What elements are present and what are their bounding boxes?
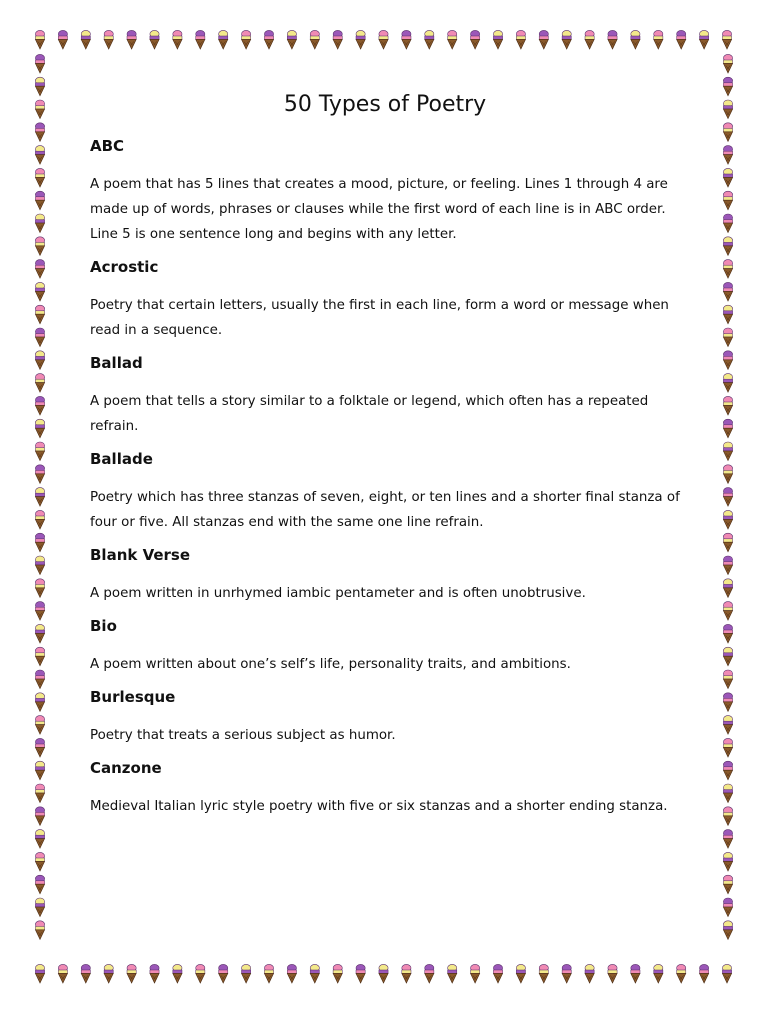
ice-cream-cone-icon [35, 54, 44, 73]
ice-cream-cone-icon [723, 579, 732, 598]
ice-cream-cone-icon [471, 30, 480, 49]
ice-cream-cone-icon [287, 30, 296, 49]
ice-cream-cone-icon [35, 556, 44, 575]
entry-definition: A poem that has 5 lines that creates a mood, picture, or feeling. Lines 1 through 4 are made up of words, phrases or clauses while the first word of each line is in ABC order. Line 5 is one sentence long and begins with any letter. [90, 177, 668, 242]
ice-cream-cone-icon [723, 761, 732, 780]
entry-bio [90, 617, 690, 677]
ice-cream-cone-icon [127, 964, 136, 983]
ice-cream-cone-icon [35, 898, 44, 917]
ice-cream-cone-icon [356, 30, 365, 49]
ice-cream-cone-icon [35, 807, 44, 826]
entry-term: Blank Verse [90, 546, 191, 564]
ice-cream-cone-icon [723, 647, 732, 666]
ice-cream-cone-icon [35, 30, 44, 49]
ice-cream-cone-icon [242, 30, 251, 49]
entry-burlesque [90, 688, 690, 748]
ice-cream-cone-icon [654, 30, 663, 49]
entry-term: Bio [90, 617, 117, 635]
ice-cream-cone-icon [723, 556, 732, 575]
entry-term: Ballad [90, 354, 143, 372]
ice-cream-cone-icon [677, 30, 686, 49]
ice-cream-cone-icon [104, 964, 113, 983]
ice-cream-cone-icon [723, 738, 732, 757]
ice-cream-cone-icon [402, 964, 411, 983]
ice-cream-cone-icon [35, 784, 44, 803]
ice-cream-cone-icon [35, 168, 44, 187]
ice-cream-cone-icon [81, 30, 90, 49]
ice-cream-cone-icon [654, 964, 663, 983]
ice-cream-cone-icon [723, 168, 732, 187]
ice-cream-cone-icon [562, 30, 571, 49]
ice-cream-cone-icon [35, 488, 44, 507]
ice-cream-cone-icon [35, 510, 44, 529]
ice-cream-cone-icon [35, 123, 44, 142]
ice-cream-cone-icon [196, 30, 205, 49]
ice-cream-cone-icon [562, 964, 571, 983]
entry-term: Burlesque [90, 688, 176, 706]
ice-cream-cone-icon [35, 579, 44, 598]
ice-cream-cone-icon [723, 624, 732, 643]
ice-cream-cone-icon [402, 30, 411, 49]
ice-cream-cone-icon [287, 964, 296, 983]
ice-cream-cone-icon [58, 30, 67, 49]
ice-cream-cone-icon [173, 964, 182, 983]
ice-cream-cone-icon [723, 305, 732, 324]
ice-cream-cone-icon [104, 30, 113, 49]
ice-cream-cone-icon [723, 807, 732, 826]
ice-cream-cone-icon [448, 30, 457, 49]
ice-cream-cone-icon [723, 396, 732, 415]
ice-cream-cone-icon [173, 30, 182, 49]
ice-cream-cone-icon [35, 465, 44, 484]
ice-cream-cone-icon [723, 77, 732, 96]
ice-cream-cone-icon [35, 191, 44, 210]
ice-cream-cone-icon [723, 237, 732, 256]
entry-definition: Poetry which has three stanzas of seven, eight, or ten lines and a shorter final stanza of four or five. All stanzas end with the same one line refrain. [90, 490, 680, 530]
entry-definition: A poem that tells a story similar to a folktale or legend, which often has a repeated refrain. [90, 394, 649, 434]
ice-cream-cone-icon [35, 146, 44, 165]
ice-cream-cone-icon [471, 964, 480, 983]
ice-cream-cone-icon [723, 282, 732, 301]
entry-definition: Medieval Italian lyric style poetry with five or six stanzas and a shorter ending stanza. [90, 799, 668, 814]
entry-definition: A poem written about one’s self’s life, personality traits, and ambitions. [90, 657, 571, 672]
ice-cream-cone-icon [356, 964, 365, 983]
ice-cream-cone-icon [35, 761, 44, 780]
ice-cream-cone-icon [723, 510, 732, 529]
ice-cream-cone-icon [35, 602, 44, 621]
ice-cream-cone-icon [723, 670, 732, 689]
ice-cream-cone-icon [723, 898, 732, 917]
entry-definition: Poetry that treats a serious subject as humor. [90, 728, 396, 743]
ice-cream-cone-icon [723, 260, 732, 279]
document-page [90, 92, 690, 830]
ice-cream-cone-icon [723, 875, 732, 894]
ice-cream-cone-icon [196, 964, 205, 983]
ice-cream-cone-icon [723, 830, 732, 849]
ice-cream-cone-icon [35, 830, 44, 849]
ice-cream-cone-icon [35, 624, 44, 643]
ice-cream-cone-icon [608, 964, 617, 983]
entry-term: Acrostic [90, 258, 159, 276]
ice-cream-cone-icon [723, 214, 732, 233]
ice-cream-cone-icon [219, 964, 228, 983]
ice-cream-cone-icon [723, 784, 732, 803]
ice-cream-cone-icon [608, 30, 617, 49]
entry-definition: Poetry that certain letters, usually the first in each line, form a word or message when read in a sequence. [90, 298, 669, 338]
ice-cream-cone-icon [723, 328, 732, 347]
ice-cream-cone-icon [722, 964, 731, 983]
ice-cream-cone-icon [722, 30, 731, 49]
ice-cream-cone-icon [81, 964, 90, 983]
ice-cream-cone-icon [333, 30, 342, 49]
ice-cream-cone-icon [516, 964, 525, 983]
ice-cream-cone-icon [35, 77, 44, 96]
ice-cream-cone-icon [264, 30, 273, 49]
ice-cream-cone-icon [35, 533, 44, 552]
ice-cream-cone-icon [35, 351, 44, 370]
ice-cream-cone-icon [127, 30, 136, 49]
ice-cream-cone-icon [35, 374, 44, 393]
ice-cream-cone-icon [448, 964, 457, 983]
entry-term: Canzone [90, 759, 162, 777]
entry-acrostic [90, 258, 690, 343]
ice-cream-cone-icon [723, 602, 732, 621]
ice-cream-cone-icon [516, 30, 525, 49]
ice-cream-cone-icon [35, 396, 44, 415]
ice-cream-cone-icon [242, 964, 251, 983]
ice-cream-cone-icon [35, 305, 44, 324]
entry-abc [90, 137, 690, 247]
ice-cream-cone-icon [35, 875, 44, 894]
ice-cream-cone-icon [35, 442, 44, 461]
ice-cream-cone-icon [723, 351, 732, 370]
ice-cream-cone-icon [35, 716, 44, 735]
ice-cream-cone-icon [585, 964, 594, 983]
ice-cream-cone-icon [723, 442, 732, 461]
ice-cream-cone-icon [723, 533, 732, 552]
entry-ballad [90, 354, 690, 439]
ice-cream-cone-icon [379, 964, 388, 983]
ice-cream-cone-icon [35, 237, 44, 256]
ice-cream-cone-icon [35, 670, 44, 689]
ice-cream-cone-icon [35, 214, 44, 233]
ice-cream-cone-icon [493, 30, 502, 49]
ice-cream-cone-icon [35, 647, 44, 666]
ice-cream-cone-icon [310, 964, 319, 983]
ice-cream-cone-icon [723, 374, 732, 393]
ice-cream-cone-icon [723, 921, 732, 940]
ice-cream-cone-icon [723, 852, 732, 871]
ice-cream-cone-icon [35, 921, 44, 940]
ice-cream-cone-icon [539, 30, 548, 49]
ice-cream-cone-icon [631, 964, 640, 983]
ice-cream-cone-icon [264, 964, 273, 983]
ice-cream-cone-icon [700, 30, 709, 49]
ice-cream-cone-icon [539, 964, 548, 983]
ice-cream-cone-icon [58, 964, 67, 983]
ice-cream-cone-icon [35, 738, 44, 757]
ice-cream-cone-icon [723, 465, 732, 484]
entry-ballade [90, 450, 690, 535]
entry-term: Ballade [90, 450, 153, 468]
entry-canzone [90, 759, 690, 819]
ice-cream-cone-icon [35, 964, 44, 983]
ice-cream-cone-icon [35, 260, 44, 279]
ice-cream-cone-icon [35, 282, 44, 301]
ice-cream-cone-icon [723, 123, 732, 142]
ice-cream-cone-icon [723, 488, 732, 507]
page-title: 50 Types of Poetry [283, 92, 487, 117]
entry-definition: A poem written in unrhymed iambic pentameter and is often unobtrusive. [90, 586, 586, 601]
entry-term: ABC [90, 137, 125, 155]
ice-cream-cone-icon [585, 30, 594, 49]
ice-cream-cone-icon [35, 328, 44, 347]
ice-cream-cone-icon [333, 964, 342, 983]
ice-cream-cone-icon [379, 30, 388, 49]
ice-cream-cone-icon [700, 964, 709, 983]
ice-cream-cone-icon [723, 191, 732, 210]
ice-cream-cone-icon [219, 30, 228, 49]
ice-cream-cone-icon [723, 100, 732, 119]
ice-cream-cone-icon [723, 419, 732, 438]
ice-cream-cone-icon [723, 716, 732, 735]
ice-cream-cone-icon [723, 54, 732, 73]
ice-cream-cone-icon [310, 30, 319, 49]
ice-cream-cone-icon [425, 964, 434, 983]
ice-cream-cone-icon [723, 693, 732, 712]
ice-cream-cone-icon [35, 852, 44, 871]
ice-cream-cone-icon [35, 100, 44, 119]
ice-cream-cone-icon [150, 30, 159, 49]
ice-cream-cone-icon [631, 30, 640, 49]
ice-cream-cone-icon [35, 419, 44, 438]
ice-cream-cone-icon [723, 146, 732, 165]
ice-cream-cone-icon [150, 964, 159, 983]
ice-cream-cone-icon [677, 964, 686, 983]
entry-blank-verse [90, 546, 690, 606]
ice-cream-cone-icon [425, 30, 434, 49]
ice-cream-cone-icon [493, 964, 502, 983]
ice-cream-cone-icon [35, 693, 44, 712]
